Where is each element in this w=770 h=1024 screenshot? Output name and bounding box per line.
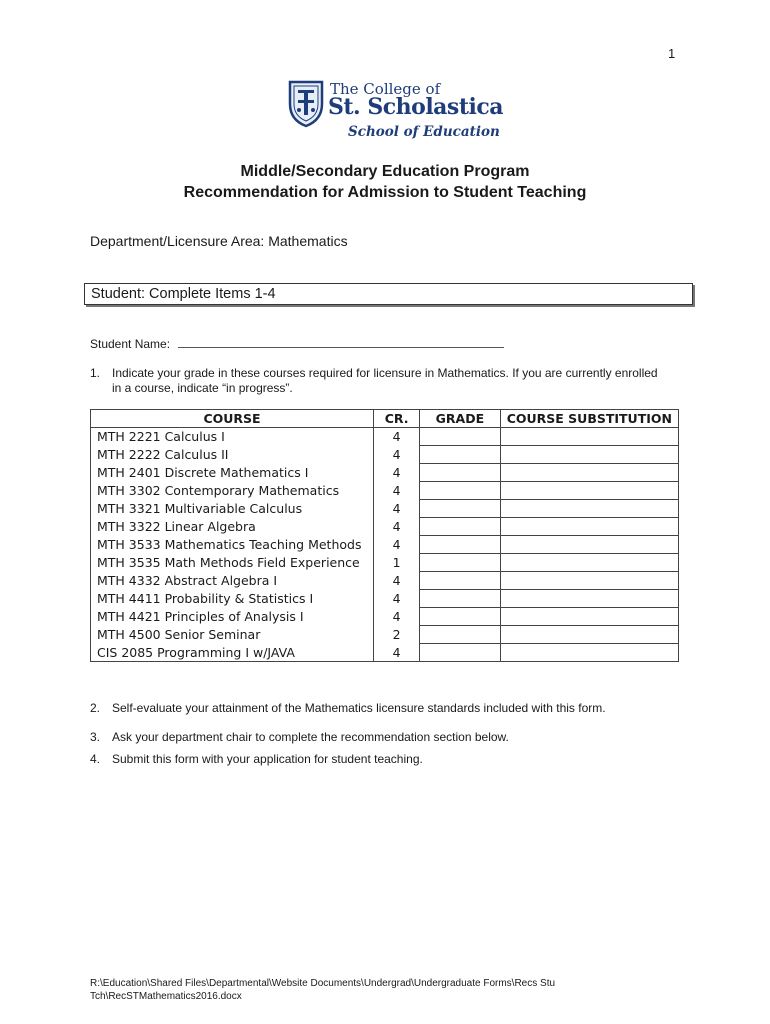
substitution-cell[interactable]	[500, 590, 678, 608]
course-cell: MTH 2401 Discrete Mathematics I	[91, 464, 374, 482]
table-row	[91, 428, 679, 446]
logo-line-2: St. Scholastica	[328, 94, 503, 120]
substitution-cell[interactable]	[500, 626, 678, 644]
substitution-cell[interactable]	[500, 482, 678, 500]
college-logo	[286, 76, 503, 146]
substitution-cell[interactable]	[500, 464, 678, 482]
item-text: Submit this form with your application for student teaching.	[112, 752, 423, 766]
grade-cell[interactable]	[420, 554, 501, 572]
substitution-cell[interactable]	[500, 572, 678, 590]
item-text: Ask your department chair to complete the recommendation section below.	[112, 730, 509, 744]
grade-cell[interactable]	[420, 608, 501, 626]
header-substitution: COURSE SUBSTITUTION	[500, 410, 678, 428]
table-row	[91, 482, 679, 500]
table-row	[91, 626, 679, 644]
credit-cell: 4	[374, 590, 420, 608]
page-title-line-1: Middle/Secondary Education Program	[240, 163, 530, 180]
credit-cell: 4	[374, 446, 420, 464]
table-row	[91, 590, 679, 608]
logo-line-3: School of Education	[348, 124, 500, 140]
credit-cell: 4	[374, 644, 420, 662]
grade-cell[interactable]	[420, 644, 501, 662]
substitution-cell[interactable]	[500, 446, 678, 464]
credit-cell: 4	[374, 572, 420, 590]
table-row	[91, 554, 679, 572]
table-header-row	[91, 410, 679, 428]
table-row	[91, 446, 679, 464]
table-row	[91, 536, 679, 554]
course-cell: MTH 2222 Calculus II	[91, 446, 374, 464]
table-row	[91, 500, 679, 518]
course-cell: MTH 4500 Senior Seminar	[91, 626, 374, 644]
substitution-cell[interactable]	[500, 644, 678, 662]
grade-cell[interactable]	[420, 482, 501, 500]
table-row	[91, 644, 679, 662]
table-row	[91, 464, 679, 482]
course-cell: MTH 3321 Multivariable Calculus	[91, 500, 374, 518]
grade-cell[interactable]	[420, 500, 501, 518]
credit-cell: 4	[374, 482, 420, 500]
credit-cell: 2	[374, 626, 420, 644]
table-row	[91, 608, 679, 626]
substitution-cell[interactable]	[500, 518, 678, 536]
course-cell: MTH 4411 Probability & Statistics I	[91, 590, 374, 608]
item-number: 3.	[90, 730, 101, 744]
course-table	[90, 409, 679, 662]
file-path-footer: R:\Education\Shared Files\Departmental\Website Documents\Undergrad\Undergraduate Forms\Recs Stu Tch\RecSTMathematics2016.docx	[90, 978, 556, 1002]
course-cell: MTH 2221 Calculus I	[91, 428, 374, 446]
grade-cell[interactable]	[420, 590, 501, 608]
section-header: Student: Complete Items 1-4	[84, 283, 693, 305]
credit-cell: 4	[374, 464, 420, 482]
credit-cell: 4	[374, 536, 420, 554]
page-title-line-2: Recommendation for Admission to Student Teaching	[183, 184, 587, 201]
item-text: Indicate your grade in these courses required for licensure in Mathematics. If you are currently enrolled in a course, indicate “in progress”.	[112, 366, 658, 395]
grade-cell[interactable]	[420, 518, 501, 536]
course-cell: MTH 3533 Mathematics Teaching Methods	[91, 536, 374, 554]
credit-cell: 4	[374, 428, 420, 446]
item-number: 2.	[90, 701, 101, 715]
department-line: Department/Licensure Area: Mathematics	[90, 233, 348, 249]
header-grade: GRADE	[420, 410, 501, 428]
item-number: 4.	[90, 752, 101, 766]
student-name-blank[interactable]	[178, 336, 504, 348]
substitution-cell[interactable]	[500, 554, 678, 572]
crest-icon	[286, 78, 326, 128]
grade-cell[interactable]	[420, 428, 501, 446]
substitution-cell[interactable]	[500, 536, 678, 554]
student-name-label: Student Name:	[90, 337, 171, 351]
item-text: Self-evaluate your attainment of the Mathematics licensure standards included with this form.	[112, 701, 606, 715]
substitution-cell[interactable]	[500, 428, 678, 446]
grade-cell[interactable]	[420, 572, 501, 590]
grade-cell[interactable]	[420, 626, 501, 644]
table-row	[91, 518, 679, 536]
table-row	[91, 572, 679, 590]
logo-line-1: The College of	[330, 80, 441, 98]
grade-cell[interactable]	[420, 536, 501, 554]
course-cell: MTH 4421 Principles of Analysis I	[91, 608, 374, 626]
credit-cell: 4	[374, 608, 420, 626]
header-credits: CR.	[374, 410, 420, 428]
course-cell: MTH 3322 Linear Algebra	[91, 518, 374, 536]
substitution-cell[interactable]	[500, 500, 678, 518]
grade-cell[interactable]	[420, 446, 501, 464]
course-cell: MTH 4332 Abstract Algebra I	[91, 572, 374, 590]
credit-cell: 4	[374, 518, 420, 536]
course-cell: MTH 3302 Contemporary Mathematics	[91, 482, 374, 500]
course-cell: CIS 2085 Programming I w/JAVA	[91, 644, 374, 662]
page-number: 1	[668, 46, 676, 61]
credit-cell: 1	[374, 554, 420, 572]
item-number: 1.	[90, 366, 101, 380]
credit-cell: 4	[374, 500, 420, 518]
substitution-cell[interactable]	[500, 608, 678, 626]
course-cell: MTH 3535 Math Methods Field Experience	[91, 554, 374, 572]
student-name-field[interactable]	[90, 336, 504, 351]
grade-cell[interactable]	[420, 464, 501, 482]
header-course: COURSE	[91, 410, 374, 428]
